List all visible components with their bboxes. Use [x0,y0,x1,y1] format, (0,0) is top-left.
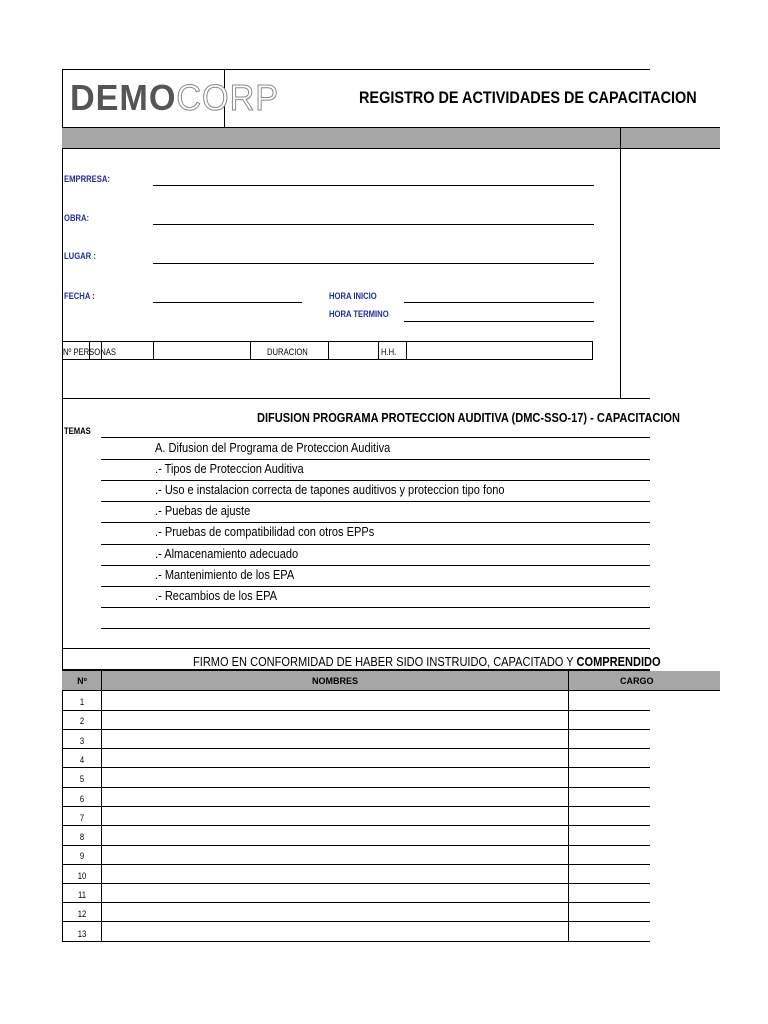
company-logo [70,77,279,117]
topic-item: .- Recambios de los EPA [155,588,278,603]
topic-item: .- Tipos de Proteccion Auditiva [155,461,304,476]
row-number: 8 [79,832,85,842]
temas-heading: DIFUSION PROGRAMA PROTECCION AUDITIVA (DMC-SSO-17) - CAPACITACION [257,410,680,425]
fecha-field[interactable] [153,302,302,303]
obra-label: OBRA: [64,213,90,223]
hh-label: H.H. [381,347,397,357]
duracion-label: DURACION [267,347,308,357]
page-title: REGISTRO DE ACTIVIDADES DE CAPACITACION [359,88,697,107]
row-number: 10 [77,871,87,881]
obra-field[interactable] [153,224,594,225]
row-number: 1 [79,697,85,707]
row-number: 13 [77,929,87,939]
personas-input[interactable] [154,342,249,359]
row-number: 11 [78,890,86,900]
row-number: 12 [77,909,87,919]
col-nombres-header: NOMBRES [311,676,358,686]
topic-item: .- Puebas de ajuste [155,503,251,518]
header-gray-bar [62,127,720,149]
topic-item: .- Mantenimiento de los EPA [155,567,295,582]
hora-inicio-field[interactable] [404,302,594,303]
temas-label: TEMAS [64,426,91,436]
personas-label: Nº PERSONAS [63,347,116,357]
statement-normal: FIRMO EN CONFORMIDAD DE HABER SIDO INSTRUIDO, CAPACITADO Y [193,654,577,669]
row-number: 3 [79,736,85,746]
row-number: 2 [79,716,85,726]
fecha-label: FECHA : [64,291,95,301]
duracion-input[interactable] [329,342,377,359]
row-number: 4 [79,755,85,765]
empresa-label: EMPRRESA: [64,174,110,184]
row-number: 7 [79,813,85,823]
signature-statement [193,654,661,669]
topic-item: .- Almacenamiento adecuado [155,546,299,561]
hora-inicio-label: HORA INICIO [329,291,377,301]
empresa-field[interactable] [153,185,594,186]
hh-input[interactable] [407,342,592,359]
col-num-header: Nº [77,676,87,686]
row-number: 6 [79,794,85,804]
topic-item: .- Pruebas de compatibilidad con otros EPPs [155,524,375,539]
row-number: 5 [79,774,85,784]
logo-text-dark: DEMO [70,77,177,118]
row-number: 9 [79,851,85,861]
hora-termino-field[interactable] [404,321,594,322]
topic-item: .- Uso e instalacion correcta de tapones auditivos y proteccion tipo fono [155,482,505,497]
lugar-label: LUGAR : [64,251,96,261]
col-cargo-header: CARGO [620,676,654,686]
lugar-field[interactable] [153,263,594,264]
logo-text-light: CORP [176,77,280,118]
statement-bold: COMPRENDIDO [576,654,661,669]
hora-termino-label: HORA TERMINO [329,309,389,319]
topic-item: A. Difusion del Programa de Proteccion Auditiva [155,440,391,455]
